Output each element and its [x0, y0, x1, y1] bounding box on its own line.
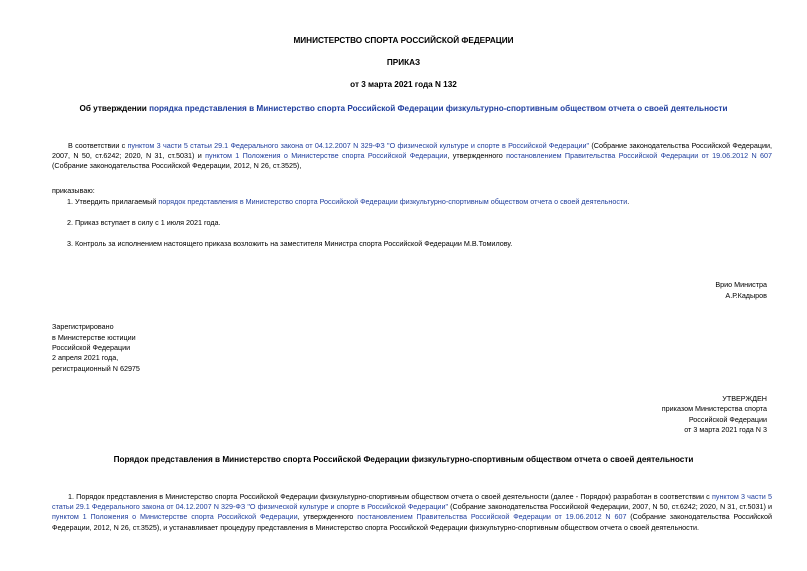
procedure-text-3: , утвержденного — [297, 512, 358, 522]
registration-line-5: регистрационный N 62975 — [52, 364, 140, 373]
preamble-text-1: В соответствии с — [68, 141, 128, 150]
preamble-link-regulation[interactable]: пунктом 1 Положения о Министерстве спорта Российской Федерации — [205, 151, 448, 161]
procedure-link-law[interactable]: пунктом 3 части 5 статьи 29.1 Федерального закона от 04.12.2007 N 329-ФЗ "О физической культуре и спорте в Российской Федерации" — [52, 492, 772, 512]
procedure-link-regulation[interactable]: пунктом 1 Положения о Министерстве спорта Российской Федерации — [52, 512, 298, 522]
order-title-link[interactable]: порядка представления в Министерство спорта Российской Федерации физкультурно-спортивным обществом отчета о своей деятельности — [149, 104, 728, 113]
preamble-paragraph — [52, 141, 772, 172]
order-item-3: 3. Контроль за исполнением настоящего приказа возложить на заместителя Министра спорта Российской Федерации М.В.Томилову. — [67, 239, 513, 248]
procedure-title: Порядок представления в Министерство спорта Российской Федерации физкультурно-спортивным обществом отчета о своей деятельности — [113, 455, 694, 464]
order-item-1-text: 1. Утвердить прилагаемый — [67, 197, 159, 206]
registration-line-2: в Министерстве юстиции — [52, 333, 136, 342]
approved-line-4: от 3 марта 2021 года N 3 — [684, 425, 767, 434]
procedure-text-4: (Собрание законодательства Российской Федерации, 2012, N 26, ст.3525), и устанавливает процедуру представления в Министерство спорта Российской Федерации физкультурно-спортивным обществом отчета о своей деятельности. — [52, 512, 773, 532]
preamble-text-3: , утвержденного — [447, 151, 507, 161]
order-item-1-end: . — [627, 197, 630, 206]
registration-line-4: 2 апреля 2021 года, — [52, 353, 119, 362]
registration-line-3: Российской Федерации — [52, 343, 131, 352]
doc-type-heading: ПРИКАЗ — [386, 58, 421, 67]
procedure-text-1: 1. Порядок представления в Министерство спорта Российской Федерации физкультурно-спортивным обществом отчета о своей деятельности (далее - Порядок) разработан в соответствии с — [68, 492, 712, 501]
order-item-1 — [67, 197, 787, 207]
preamble-link-decree[interactable]: постановлением Правительства Российской Федерации от 19.06.2012 N 607 — [506, 151, 773, 161]
order-item-1-link[interactable]: порядок представления в Министерство спорта Российской Федерации физкультурно-спортивным обществом отчета о своей деятельности — [158, 197, 628, 206]
order-word: приказываю: — [52, 186, 95, 195]
procedure-text-2: (Собрание законодательства Российской Федерации, 2007, N 50, ст.6242; 2020, N 31, ст.5031) и — [448, 502, 772, 512]
preamble-link-law[interactable]: пунктом 3 части 5 статьи 29.1 Федерального закона от 04.12.2007 N 329-ФЗ "О физической культуре и спорте в Российской Федерации" — [127, 141, 590, 150]
approved-line-2: приказом Министерства спорта — [661, 404, 767, 413]
approved-line-3: Российской Федерации — [688, 415, 767, 424]
order-title — [0, 104, 807, 114]
signature-position: Врио Министра — [715, 280, 767, 289]
ministry-heading: МИНИСТЕРСТВО СПОРТА РОССИЙСКОЙ ФЕДЕРАЦИИ — [293, 36, 514, 45]
order-item-2: 2. Приказ вступает в силу с 1 июля 2021 года. — [67, 218, 221, 227]
registration-line-1: Зарегистрировано — [52, 322, 114, 331]
procedure-paragraph-1 — [52, 492, 772, 533]
preamble-text-2: (Собрание законодательства Российской Федерации, 2007, N 50, ст.6242; 2020, N 31, ст.5031) и — [52, 141, 772, 161]
preamble-text-4: (Собрание законодательства Российской Федерации, 2012, N 26, ст.3525), — [52, 161, 302, 171]
approved-line-1: УТВЕРЖДЕН — [722, 394, 767, 403]
order-title-prefix: Об утверждении — [79, 104, 150, 113]
procedure-link-decree[interactable]: постановлением Правительства Российской Федерации от 19.06.2012 N 607 — [357, 512, 627, 522]
date-number-heading: от 3 марта 2021 года N 132 — [350, 80, 457, 89]
signature-name: А.Р.Кадыров — [725, 291, 767, 300]
